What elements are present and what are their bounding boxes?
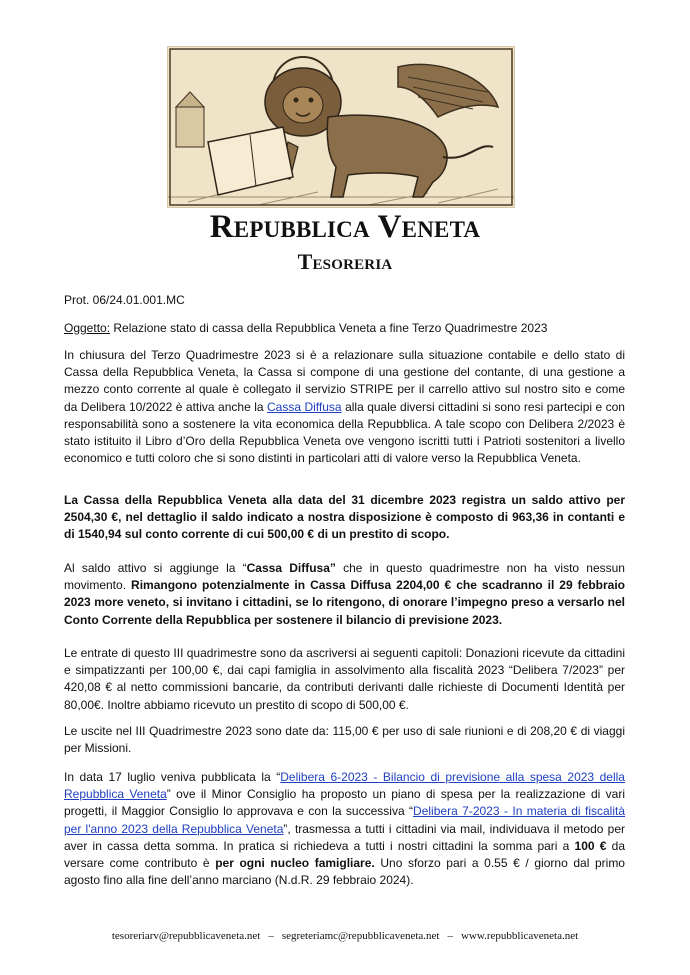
p6-bold-household: per ogni nucleo famigliare. (215, 856, 375, 871)
p3-text-a: Al saldo attivo si aggiunge la “ (64, 561, 247, 575)
subject-label: Oggetto: (64, 321, 111, 335)
lion-illustration (168, 47, 514, 207)
p3-bold-b: Cassa Diffusa” (246, 561, 336, 575)
p3-text-c: che in questo quadrimestre non ha visto nessun movimento. (64, 561, 625, 593)
subject-line (64, 320, 625, 337)
paragraph-expenses: Le uscite nel III Quadrimestre 2023 sono date da: 115,00 € per uso di sale riunioni e di 208,20 € di viaggi per Missioni. (64, 724, 625, 756)
cassa-diffusa-link[interactable]: Cassa Diffusa (267, 399, 342, 414)
p6-text-g: Uno sforzo pari a 0.55 € / giorno dal primo agosto fino alla fine dell’anno marciano (N.d.R. 29 febbraio 2024). (64, 856, 625, 888)
paragraph-intro-text-b: alla quale diversi cittadini si sono resi partecipi e con responsabilità sono a sostenere la vita economica della Repubblica. A tale scopo con Delibera 2/2023 è stato istituito il Libro d’Oro della Repubblica Veneta ove vengono iscritti tutti i Patrioti sostenitori a livello economico e tutti coloro che si sono distinti in particolari atti di valore verso la Repubblica Veneta. (64, 399, 625, 466)
p6-text-c: ”, trasmessa a tutti i cittadini via mail, individuava il metodo per aver in cassa detta somma. In pratica si richiedeva a tutti i nostri cittadini la somma pari a (64, 821, 625, 853)
lion-of-saint-mark-emblem (167, 46, 515, 208)
document-subtitle: Tesoreria (297, 249, 393, 274)
protocol-number: Prot. 06/24.01.001.MC (64, 293, 185, 307)
p6-bold-amount: 100 € (574, 838, 607, 853)
document-title: Repubblica Veneta (209, 209, 481, 245)
paragraph-intro (64, 347, 625, 467)
subject-text: Relazione stato di cassa della Repubblica Veneta a fine Terzo Quadrimestre 2023 (110, 321, 548, 335)
footer-contacts (0, 930, 690, 942)
paragraph-cassa-diffusa (64, 560, 625, 629)
footer-email-treasury[interactable]: tesoreriarv@repubblicaveneta.net (111, 930, 261, 942)
footer-email-secretary[interactable]: segreteriamc@repubblicaveneta.net (281, 930, 440, 942)
p6-text-b: ” ove il Minor Consiglio ha proposto un piano di spesa per la realizzazione di vari progetti, il Maggior Consiglio lo approvava e con la successiva “ (64, 787, 625, 819)
p6-text-a: In data 17 luglio veniva pubblicata la “ (64, 770, 281, 784)
paragraph-income: Le entrate di questo III quadrimestre sono da ascriversi ai seguenti capitoli: Donazioni ricevute da cittadini e simpatizzanti per 100,00 €, dai capi famiglia in assolvimento alla fiscalità 2023 “Delibera 7/2023” per 420,08 € al netto commissioni bancarie, da contributi derivanti dalle richieste di Documenti Identità per 80,00€. Inoltre abbiamo ricevuto un prestito di scopo di 500,00 €. (64, 646, 625, 712)
p6-text-e: da versare come contributo è (64, 838, 626, 871)
delibera-7-2023-link[interactable]: Delibera 7-2023 - In materia di fiscalità per l'anno 2023 della Repubblica Veneta (64, 804, 625, 836)
paragraph-deliberations (64, 769, 625, 889)
footer-separator: – (268, 930, 274, 942)
paragraph-balance: La Cassa della Repubblica Veneta alla data del 31 dicembre 2023 registra un saldo attivo per 2504,30 €, nel dettaglio il saldo indicato a nostra disposizione è composto di 963,36 in contanti e di 1540,94 sul conto corrente di cui 500,00 € di un prestito di scopo. (64, 493, 625, 542)
footer-separator: – (447, 930, 453, 942)
paragraph-intro-text-a: In chiusura del Terzo Quadrimestre 2023 si è a relazionare sulla situazione contabile e dello stato di Cassa della Repubblica Veneta, la Cassa si compone di una gestione del contante, di una gestione a mezzo conto corrente al quale è collegato il servizio STRIPE per il carrello attivo sul nostro sito e come da Delibera 10/2022 è attiva anche la (64, 348, 625, 414)
footer-website[interactable]: www.repubblicaveneta.net (460, 930, 579, 942)
delibera-6-2023-link[interactable]: Delibera 6-2023 - Bilancio di previsione alla spesa 2023 della Repubblica Veneta (64, 770, 625, 802)
p3-bold-d: Rimangono potenzialmente in Cassa Diffusa 2204,00 € che scadranno il 29 febbraio 2023 more veneto, si invitano i cittadini, se lo ritengono, di onorare l’impegno preso a versarlo nel Conto Corrente della Repubblica per sostenere il bilancio di previsione 2023. (64, 578, 625, 627)
